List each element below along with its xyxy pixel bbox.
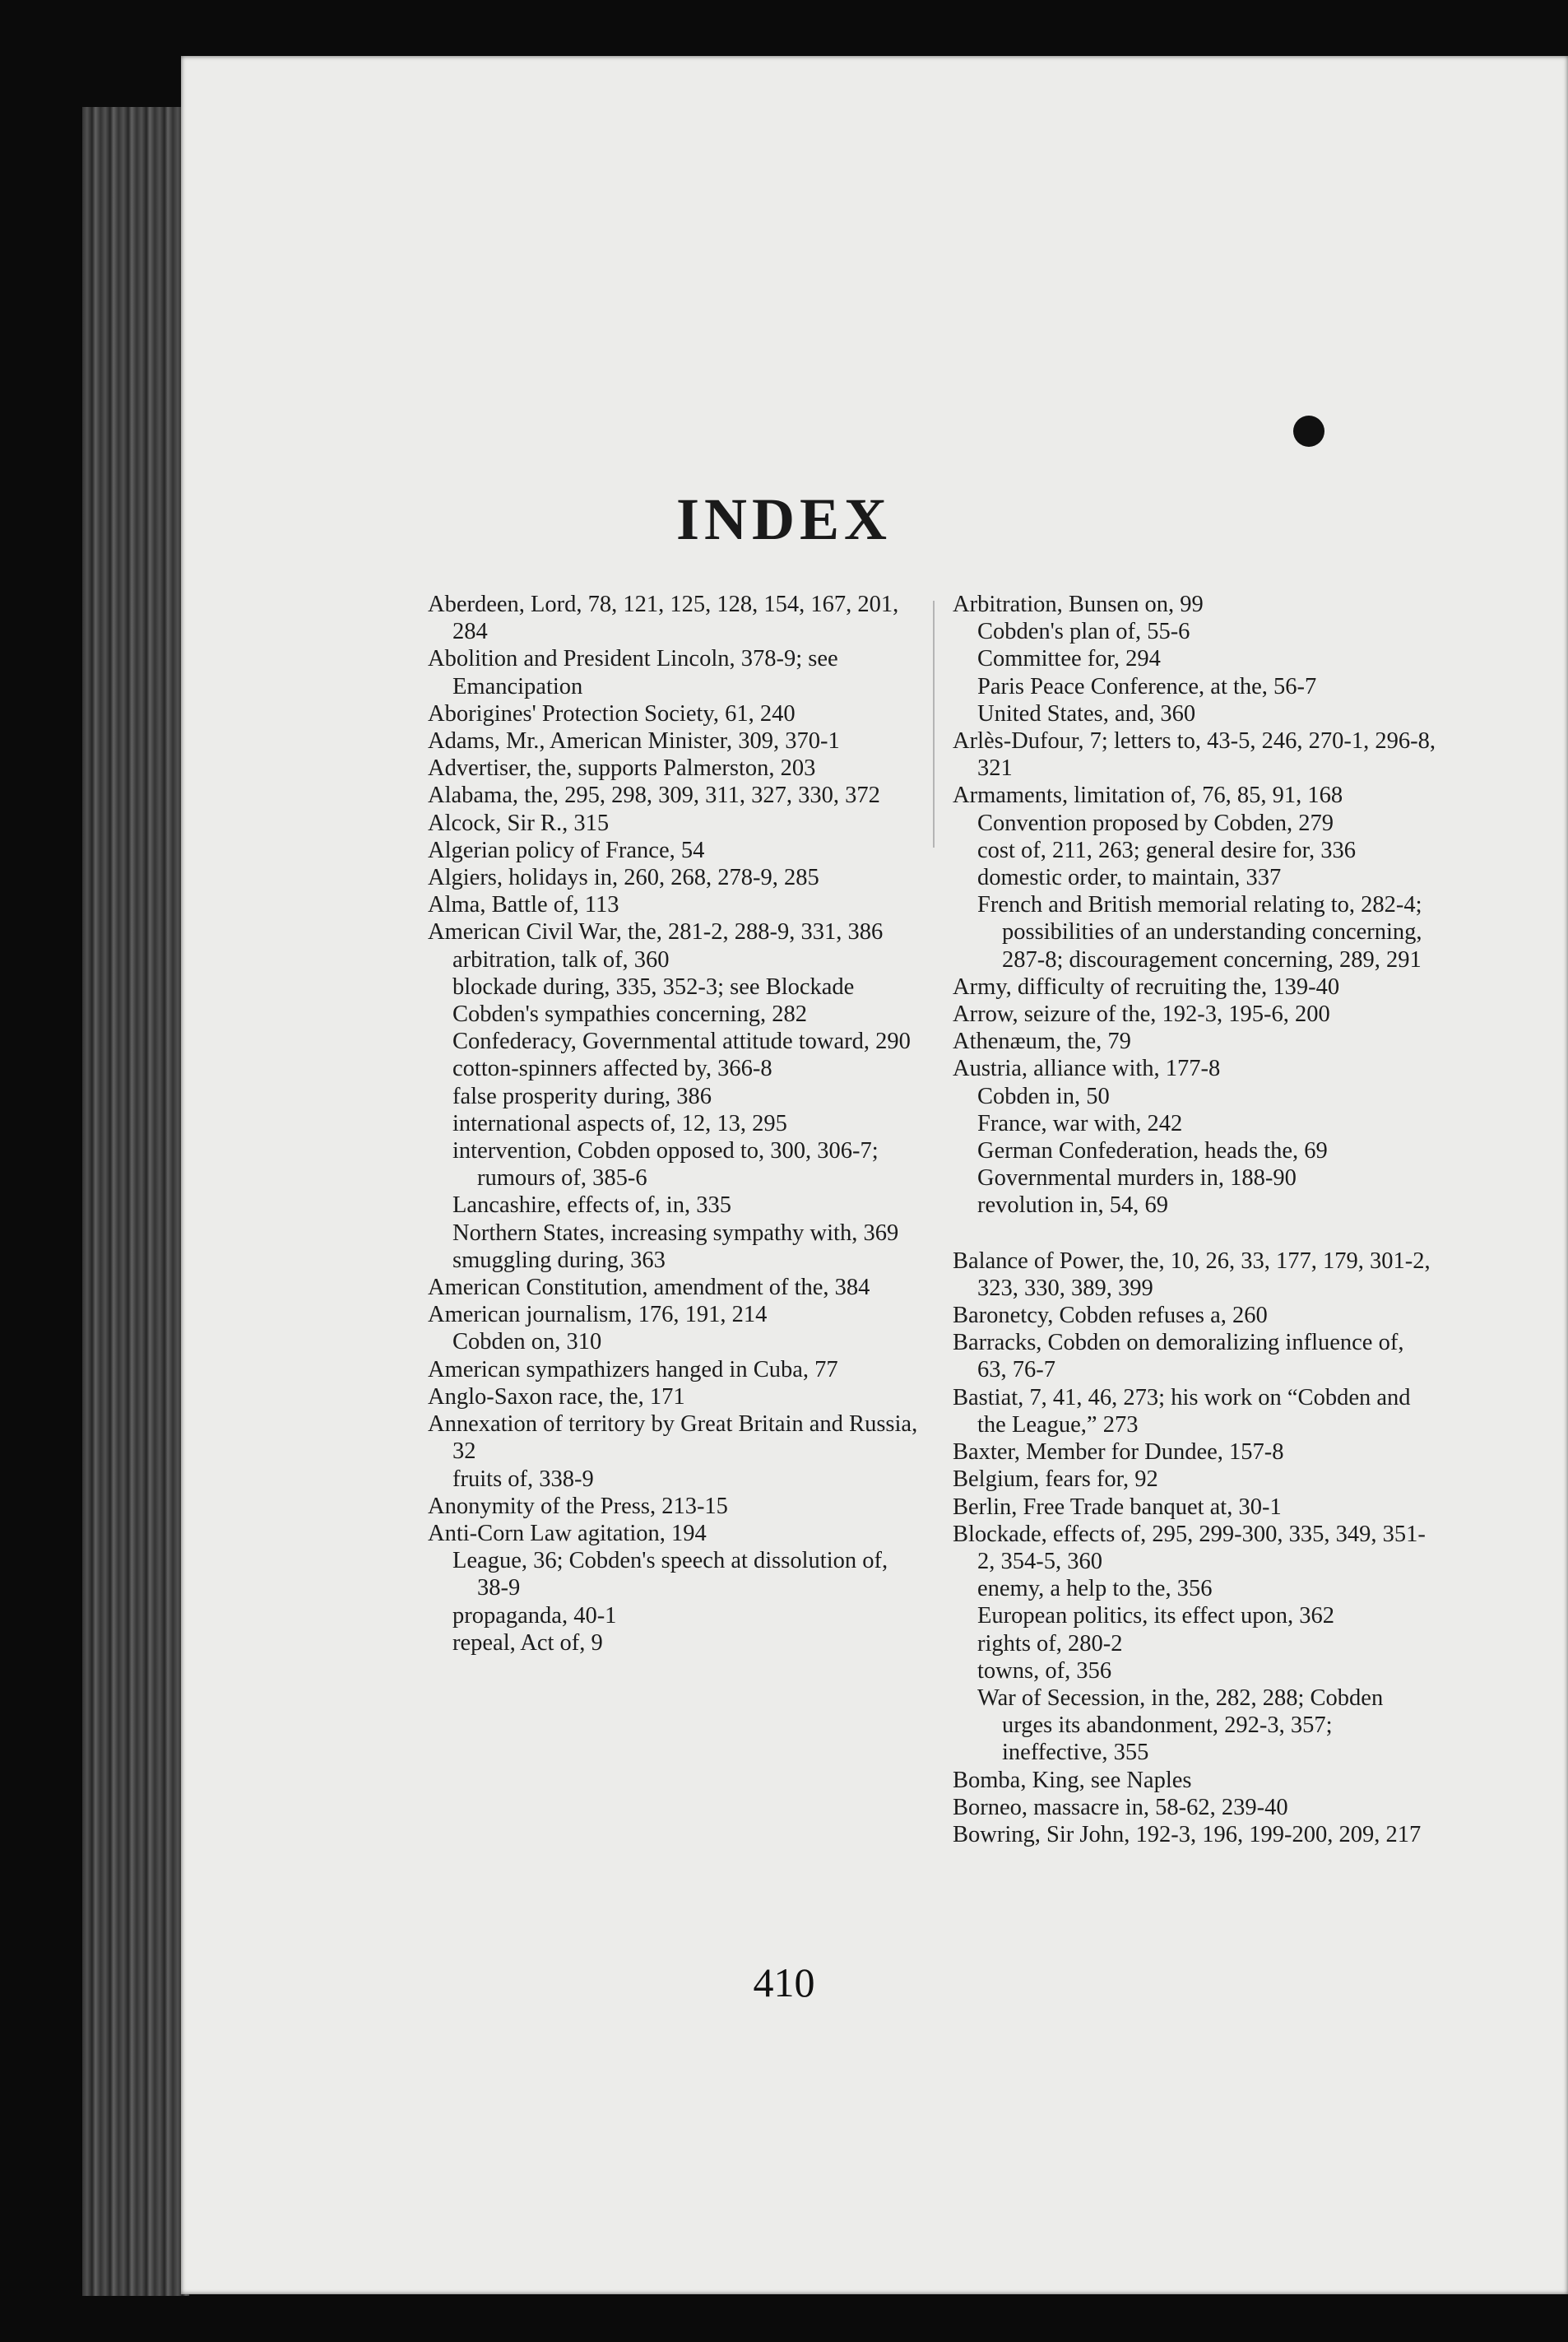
index-entry: American journalism, 176, 191, 214 <box>428 1302 768 1328</box>
page-number: 410 <box>753 1959 815 2005</box>
index-entry: Athenæum, the, 79 <box>953 1029 1131 1055</box>
index-entry: Baronetcy, Cobden refuses a, 260 <box>953 1303 1268 1329</box>
index-entry: Aborigines' Protection Society, 61, 240 <box>428 700 796 727</box>
index-subentry: domestic order, to maintain, 337 <box>977 865 1282 891</box>
index-subentry: European politics, its effect upon, 362 <box>977 1603 1334 1629</box>
column-divider <box>933 601 935 848</box>
index-subentry: French and British memorial relating to, 282-4; possibilities of an understanding concerning, 287-8; discouragement concerning, 289, 291 <box>977 892 1422 973</box>
index-subentry: France, war with, 242 <box>977 1110 1183 1136</box>
index-entry: Arlès-Dufour, 7; letters to, 43-5, 246, 270-1, 296-8, 321 <box>953 728 1436 782</box>
index-entry: Bowring, Sir John, 192-3, 196, 199-200, 209, 217 <box>953 1821 1422 1847</box>
index-subentry: Confederacy, Governmental attitude toward, 290 <box>452 1029 911 1055</box>
index-entry: Arrow, seizure of the, 192-3, 195-6, 200 <box>953 1001 1330 1028</box>
index-subentry: revolution in, 54, 69 <box>977 1192 1168 1219</box>
index-entry: Algerian policy of France, 54 <box>428 837 705 863</box>
index-entry: Belgium, fears for, 92 <box>953 1466 1158 1493</box>
index-entry: Austria, alliance with, 177-8 <box>953 1056 1221 1082</box>
index-subentry: international aspects of, 12, 13, 295 <box>452 1110 787 1136</box>
index-subentry: League, 36; Cobden's speech at dissolution of, 38-9 <box>452 1548 888 1601</box>
index-subentry: propaganda, 40-1 <box>452 1602 617 1629</box>
index-subentry: false prosperity during, 386 <box>452 1083 712 1109</box>
index-subentry: repeal, Act of, 9 <box>452 1629 603 1656</box>
index-entry: Army, difficulty of recruiting the, 139-40 <box>953 974 1340 1000</box>
index-subentry: intervention, Cobden opposed to, 300, 306-7; rumours of, 385-6 <box>452 1138 879 1192</box>
index-subentry: fruits of, 338-9 <box>452 1466 594 1492</box>
index-entry: Alcock, Sir R., 315 <box>428 810 610 836</box>
index-subentry: Lancashire, effects of, in, 335 <box>452 1192 731 1219</box>
index-subentry: Paris Peace Conference, at the, 56-7 <box>977 673 1317 699</box>
index-entry: Bomba, King, see Naples <box>953 1767 1192 1793</box>
index-entry: American sympathizers hanged in Cuba, 77 <box>428 1356 838 1382</box>
index-gap <box>953 1220 1438 1248</box>
page-title: INDEX <box>675 486 893 552</box>
index-entry: American Constitution, amendment of the, 384 <box>428 1275 870 1301</box>
index-subentry: German Confederation, heads the, 69 <box>977 1138 1328 1164</box>
index-subentry: War of Secession, in the, 282, 288; Cobden urges its abandonment, 292-3, 357; ineffective, 355 <box>977 1684 1384 1766</box>
index-entry: Blockade, effects of, 295, 299-300, 335, 349, 351-2, 354-5, 360 <box>953 1521 1426 1574</box>
index-entry: Balance of Power, the, 10, 26, 33, 177, 179, 301-2, 323, 330, 389, 399 <box>953 1248 1431 1301</box>
index-entry: Arbitration, Bunsen on, 99 <box>953 592 1204 617</box>
index-subentry: Cobden's sympathies concerning, 282 <box>452 1001 807 1028</box>
index-subentry: cost of, 211, 263; general desire for, 336 <box>977 837 1357 863</box>
index-entry: Anti-Corn Law agitation, 194 <box>428 1520 707 1546</box>
index-subentry: towns, of, 356 <box>977 1657 1112 1684</box>
index-subentry: Committee for, 294 <box>977 646 1161 672</box>
index-entry: Anonymity of the Press, 213-15 <box>428 1493 728 1519</box>
index-entry: Baxter, Member for Dundee, 157-8 <box>953 1439 1284 1466</box>
index-entry: Annexation of territory by Great Britain and Russia, 32 <box>428 1411 918 1465</box>
index-subentry: Convention proposed by Cobden, 279 <box>977 810 1334 836</box>
index-entry: Bastiat, 7, 41, 46, 273; his work on “Cobden and the League,” 273 <box>953 1384 1411 1438</box>
index-subentry: Northern States, increasing sympathy with, 369 <box>452 1220 899 1246</box>
index-subentry: smuggling during, 363 <box>452 1247 666 1273</box>
index-entry: Advertiser, the, supports Palmerston, 203 <box>428 755 816 782</box>
index-entry: American Civil War, the, 281-2, 288-9, 331, 386 <box>428 919 884 946</box>
index-subentry: arbitration, talk of, 360 <box>452 946 670 973</box>
index-subentry: Cobden's plan of, 55-6 <box>977 619 1190 645</box>
index-column-right <box>953 591 1438 1848</box>
index-subentry: cotton-spinners affected by, 366-8 <box>452 1056 772 1082</box>
index-subentry: enemy, a help to the, 356 <box>977 1576 1213 1602</box>
index-subentry: blockade during, 335, 352-3; see Blockade <box>452 974 855 1000</box>
index-entry: Berlin, Free Trade banquet at, 30-1 <box>953 1494 1282 1520</box>
index-subentry: rights of, 280-2 <box>977 1630 1123 1657</box>
index-entry: Adams, Mr., American Minister, 309, 370-1 <box>428 728 840 755</box>
index-subentry: Cobden on, 310 <box>452 1329 602 1355</box>
index-entry: Aberdeen, Lord, 78, 121, 125, 128, 154, 167, 201, 284 <box>428 592 899 645</box>
index-entry: Borneo, massacre in, 58-62, 239-40 <box>953 1794 1288 1820</box>
index-entry: Anglo-Saxon race, the, 171 <box>428 1383 685 1410</box>
index-entry: Algiers, holidays in, 260, 268, 278-9, 285 <box>428 865 819 891</box>
index-subentry: Governmental murders in, 188-90 <box>977 1165 1297 1192</box>
index-entry: Alabama, the, 295, 298, 309, 311, 327, 330, 372 <box>428 783 880 809</box>
index-subentry: United States, and, 360 <box>977 700 1196 727</box>
ink-dot <box>1293 416 1324 447</box>
index-entry: Abolition and President Lincoln, 378-9; see Emancipation <box>428 646 838 699</box>
index-subentry: Cobden in, 50 <box>977 1083 1110 1109</box>
index-entry: Alma, Battle of, 113 <box>428 892 619 918</box>
index-column-left <box>428 591 921 1657</box>
index-entry: Barracks, Cobden on demoralizing influence of, 63, 76-7 <box>953 1330 1404 1383</box>
index-entry: Armaments, limitation of, 76, 85, 91, 168 <box>953 783 1343 809</box>
